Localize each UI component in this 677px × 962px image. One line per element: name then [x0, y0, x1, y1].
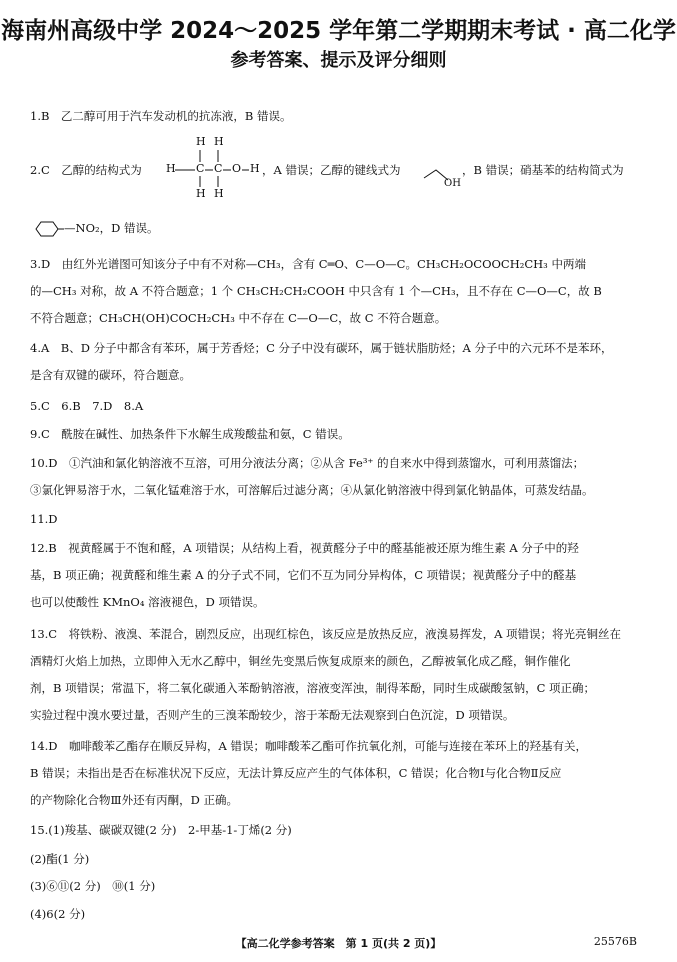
- answer-2-text-d: —NO₂，D 错误。: [64, 221, 159, 235]
- page-title: 海南州高级中学 2024～2025 学年第二学期期末考试 · 高二化学: [1, 18, 676, 44]
- atom-h: H: [196, 187, 206, 200]
- answer-9: 9.C 酰胺在碱性、加热条件下水解生成羧酸盐和氨，C 错误。: [30, 427, 350, 441]
- benzene-ring-icon: [30, 220, 64, 238]
- atom-o: O: [232, 162, 242, 175]
- answer-1: 1.B 乙二醇可用于汽车发动机的抗冻液，B 错误。: [30, 109, 292, 123]
- answer-12-line-3: 也可以使酸性 KMnO₄ 溶液褪色，D 项错误。: [30, 595, 265, 609]
- document-code: 25576B: [593, 935, 637, 948]
- answer-10-line-1: 10.D ①汽油和氯化钠溶液不互溶，可用分液法分离；②从含 Fe³⁺ 的自来水中得到蒸馏水，可利用蒸馏法；: [30, 456, 585, 470]
- answer-3-line-2: 的—CH₃ 对称，故 A 不符合题意；1 个 CH₃CH₂CH₂COOH 中只含有 1 个—CH₃，且不存在 C—O—C，故 B: [30, 284, 602, 298]
- answer-4-line-1: 4.A B、D 分子中都含有苯环，属于芳香烃；C 分子中没有碳环，属于链状脂肪烃；A 分子中的六元环不是苯环，: [30, 341, 613, 355]
- answer-2-text-c: ，B 错误；硝基苯的结构简式为: [462, 163, 624, 177]
- answer-3-line-3: 不符合题意；CH₃CH(OH)COCH₂CH₃ 中不存在 C—O—C，故 C 不符合题意。: [30, 311, 447, 325]
- answer-2-text-b: ，A 错误；乙醇的键线式为: [262, 163, 401, 177]
- answer-10-line-2: ③氯化钾易溶于水，二氧化锰难溶于水，可溶解后过滤分离；④从氯化钠溶液中得到氯化钠晶体，可蒸发结晶。: [30, 483, 594, 497]
- atom-h: H: [166, 162, 176, 175]
- skeletal-oh-label: OH: [444, 178, 461, 189]
- answer-13-line-2: 酒精灯火焰上加热，立即伸入无水乙醇中，铜丝先变黑后恢复成原来的颜色，乙醇被氧化成乙醛，铜作催化: [30, 654, 571, 668]
- atom-h: H: [214, 135, 224, 148]
- answer-2: [30, 135, 652, 202]
- atom-c: C: [214, 162, 223, 175]
- answer-14-line-1: 14.D 咖啡酸苯乙酯存在顺反异构，A 错误；咖啡酸苯乙酯可作抗氧化剂，可能与连接在苯环上的羟基有关，: [30, 739, 587, 753]
- answer-4-line-2: 是含有双键的碳环，符合题意。: [30, 368, 191, 382]
- answer-14-line-2: B 错误；未指出是否在标准状况下反应，无法计算反应产生的气体体积，C 错误；化合物Ⅰ与化合物Ⅱ反应: [30, 766, 562, 780]
- answers-5-8: 5.C 6.B 7.D 8.A: [30, 399, 144, 413]
- atom-h: H: [196, 135, 206, 148]
- atom-c: C: [196, 162, 205, 175]
- answer-2-line-2: [30, 220, 652, 238]
- answer-11: 11.D: [30, 512, 58, 526]
- atom-h: H: [250, 162, 260, 175]
- answer-14-line-3: 的产物除化合物Ⅲ外还有丙酮，D 正确。: [30, 793, 238, 807]
- answer-13-line-4: 实验过程中溴水要过量，否则产生的三溴苯酚较少，溶于苯酚无法观察到白色沉淀，D 项错误。: [30, 708, 515, 722]
- answer-12-line-2: 基，B 项正确；视黄醛和维生素 A 的分子式不同，它们不互为同分异构体，C 项错误；视黄醛分子中的醛基: [30, 568, 577, 582]
- ethanol-structural-formula: [166, 135, 260, 200]
- page-subtitle: 参考答案、提示及评分细则: [230, 50, 447, 71]
- atom-h: H: [214, 187, 224, 200]
- answer-12-line-1: 12.B 视黄醛属于不饱和醛，A 项错误；从结构上看，视黄醛分子中的醛基能被还原为维生素 A 分子中的羟: [30, 541, 579, 555]
- answer-15-part-2: (2)酯(1 分): [30, 852, 90, 866]
- page-footer: 【高二化学参考答案 第 1 页(共 2 页)】: [235, 937, 442, 950]
- answer-15-part-1: 15.(1)羧基、碳碳双键(2 分) 2-甲基-1-丁烯(2 分): [30, 823, 292, 837]
- bond-lines: [166, 140, 262, 202]
- answer-13-line-3: 剂，B 项错误；常温下，将二氧化碳通入苯酚钠溶液，溶液变浑浊，制得苯酚，同时生成碳酸氢钠，C 项正确；: [30, 681, 596, 695]
- answer-13-line-1: 13.C 将铁粉、液溴、苯混合，剧烈反应，出现红棕色，该反应是放热反应，液溴易挥发，A 项错误；将光亮铜丝在: [30, 627, 622, 641]
- answer-2-text-a: 2.C 乙醇的结构式为: [30, 163, 142, 177]
- answer-15-part-3: (3)⑥⑪(2 分) ⑩(1 分): [30, 879, 156, 893]
- answer-3-line-1: 3.D 由红外光谱图可知该分子中有不对称—CH₃，含有 C═O、C—O—C。CH₃CH₂OCOOCH₂CH₃ 中两端: [30, 257, 586, 271]
- answer-15-part-4: (4)6(2 分): [30, 907, 86, 921]
